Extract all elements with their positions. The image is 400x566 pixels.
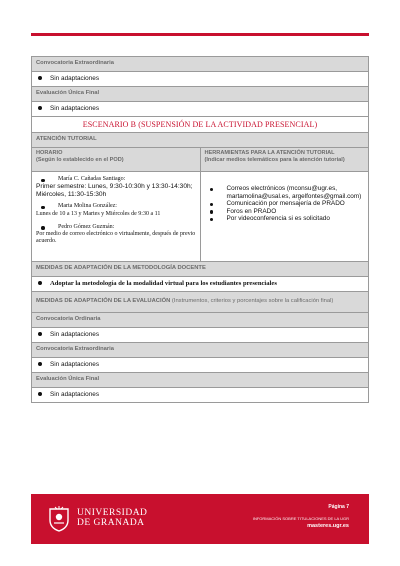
professor-schedule: Lunes de 10 a 13 y Martes y Miércoles de 9:30 a 11 [36, 210, 161, 217]
section-header: Convocatoria Extraordinaria [32, 343, 369, 358]
bullet-icon [38, 281, 42, 285]
professor-schedule: Por medio de correo electrónico o virtualmente, después de previo acuerdo. [36, 231, 196, 245]
info-line: INFORMACIÓN SOBRE TITULACIONES DE LA UGR [252, 516, 349, 521]
university-crest-icon [47, 506, 71, 532]
bullet-icon [38, 106, 42, 110]
tools-subheading: (Indicar medios telemáticos para la atención tutorial) [204, 156, 345, 163]
item-text: Sin adaptaciones [50, 75, 100, 83]
tool-item: Por videoconferencia si es solicitado [205, 215, 365, 223]
tool-item: Correos electrónicos (mconsu@ugr.es, martamolina@usal.es, argelfontes@gmail.com) [205, 185, 365, 200]
guide-table [31, 56, 369, 403]
evaluation-header [32, 292, 369, 313]
bullet-icon [38, 362, 42, 366]
list-item [32, 358, 369, 373]
tools-heading: HERRAMIENTAS PARA LA ATENCIÓN TUTORIAL [204, 150, 335, 156]
professor-list [36, 203, 196, 210]
professor-list [36, 176, 196, 183]
page-number: Página 7 [328, 504, 349, 510]
bullet-icon [38, 392, 42, 396]
item-text: Sin adaptaciones [50, 361, 100, 369]
scenario-title: ESCENARIO B (SUSPENSIÓN DE LA ACTIVIDAD PRESENCIAL) [32, 117, 369, 133]
university-line-2: DE GRANADA [77, 518, 145, 528]
list-item [32, 388, 369, 403]
professor-schedule: Primer semestre: Lunes, 9:30-10:30h y 13:30-14:30h; Miércoles, 11:30-15:30h [36, 183, 193, 198]
item-text: Sin adaptaciones [50, 331, 100, 339]
professor-name: Marta Molina González: [36, 203, 196, 210]
evaluation-heading: MEDIDAS DE ADAPTACIÓN DE LA EVALUACIÓN [36, 298, 171, 305]
footer-banner [31, 494, 369, 544]
website-link[interactable]: masteres.ugr.es [307, 523, 349, 529]
list-item [32, 102, 369, 117]
methodology-header: MEDIDAS DE ADAPTACIÓN DE LA METODOLOGÍA DOCENTE [32, 262, 369, 277]
professor-name: María C. Cañadas Santiago: [36, 176, 196, 183]
professor-name: Pedro Gómez Guzmán: [36, 224, 196, 231]
section-header: Evaluación Única Final [32, 87, 369, 102]
item-text: Sin adaptaciones [50, 105, 100, 113]
list-item [32, 277, 369, 292]
tool-item: Comunicación por mensajería de PRADO [205, 200, 365, 208]
university-name [77, 508, 147, 528]
schedule-heading: HORARIO [36, 150, 63, 156]
tools-header [200, 148, 369, 172]
list-item [32, 72, 369, 87]
university-line-1: UNIVERSIDAD [77, 508, 148, 518]
section-header: Convocatoria Extraordinaria [32, 57, 369, 72]
item-text: Sin adaptaciones [50, 391, 100, 399]
top-rule [31, 33, 369, 36]
tools-list [205, 185, 365, 223]
section-header: Evaluación Única Final [32, 373, 369, 388]
bullet-icon [38, 76, 42, 80]
tool-item: Foros en PRADO [205, 208, 365, 216]
evaluation-subheading: (Instrumentos, criterios y porcentajes sobre la calificación final) [171, 298, 334, 305]
schedule-cell [32, 172, 201, 262]
tutorial-header: ATENCIÓN TUTORIAL [32, 133, 369, 148]
item-text: Adoptar la metodología de la modalidad virtual para los estudiantes presenciales [50, 280, 277, 288]
professor-list [36, 224, 196, 231]
schedule-subheading: (Según lo establecido en el POD) [36, 156, 124, 163]
schedule-header [32, 148, 201, 172]
list-item [32, 328, 369, 343]
section-header: Convocatoria Ordinaria [32, 313, 369, 328]
tools-cell [200, 172, 369, 262]
bullet-icon [38, 332, 42, 336]
